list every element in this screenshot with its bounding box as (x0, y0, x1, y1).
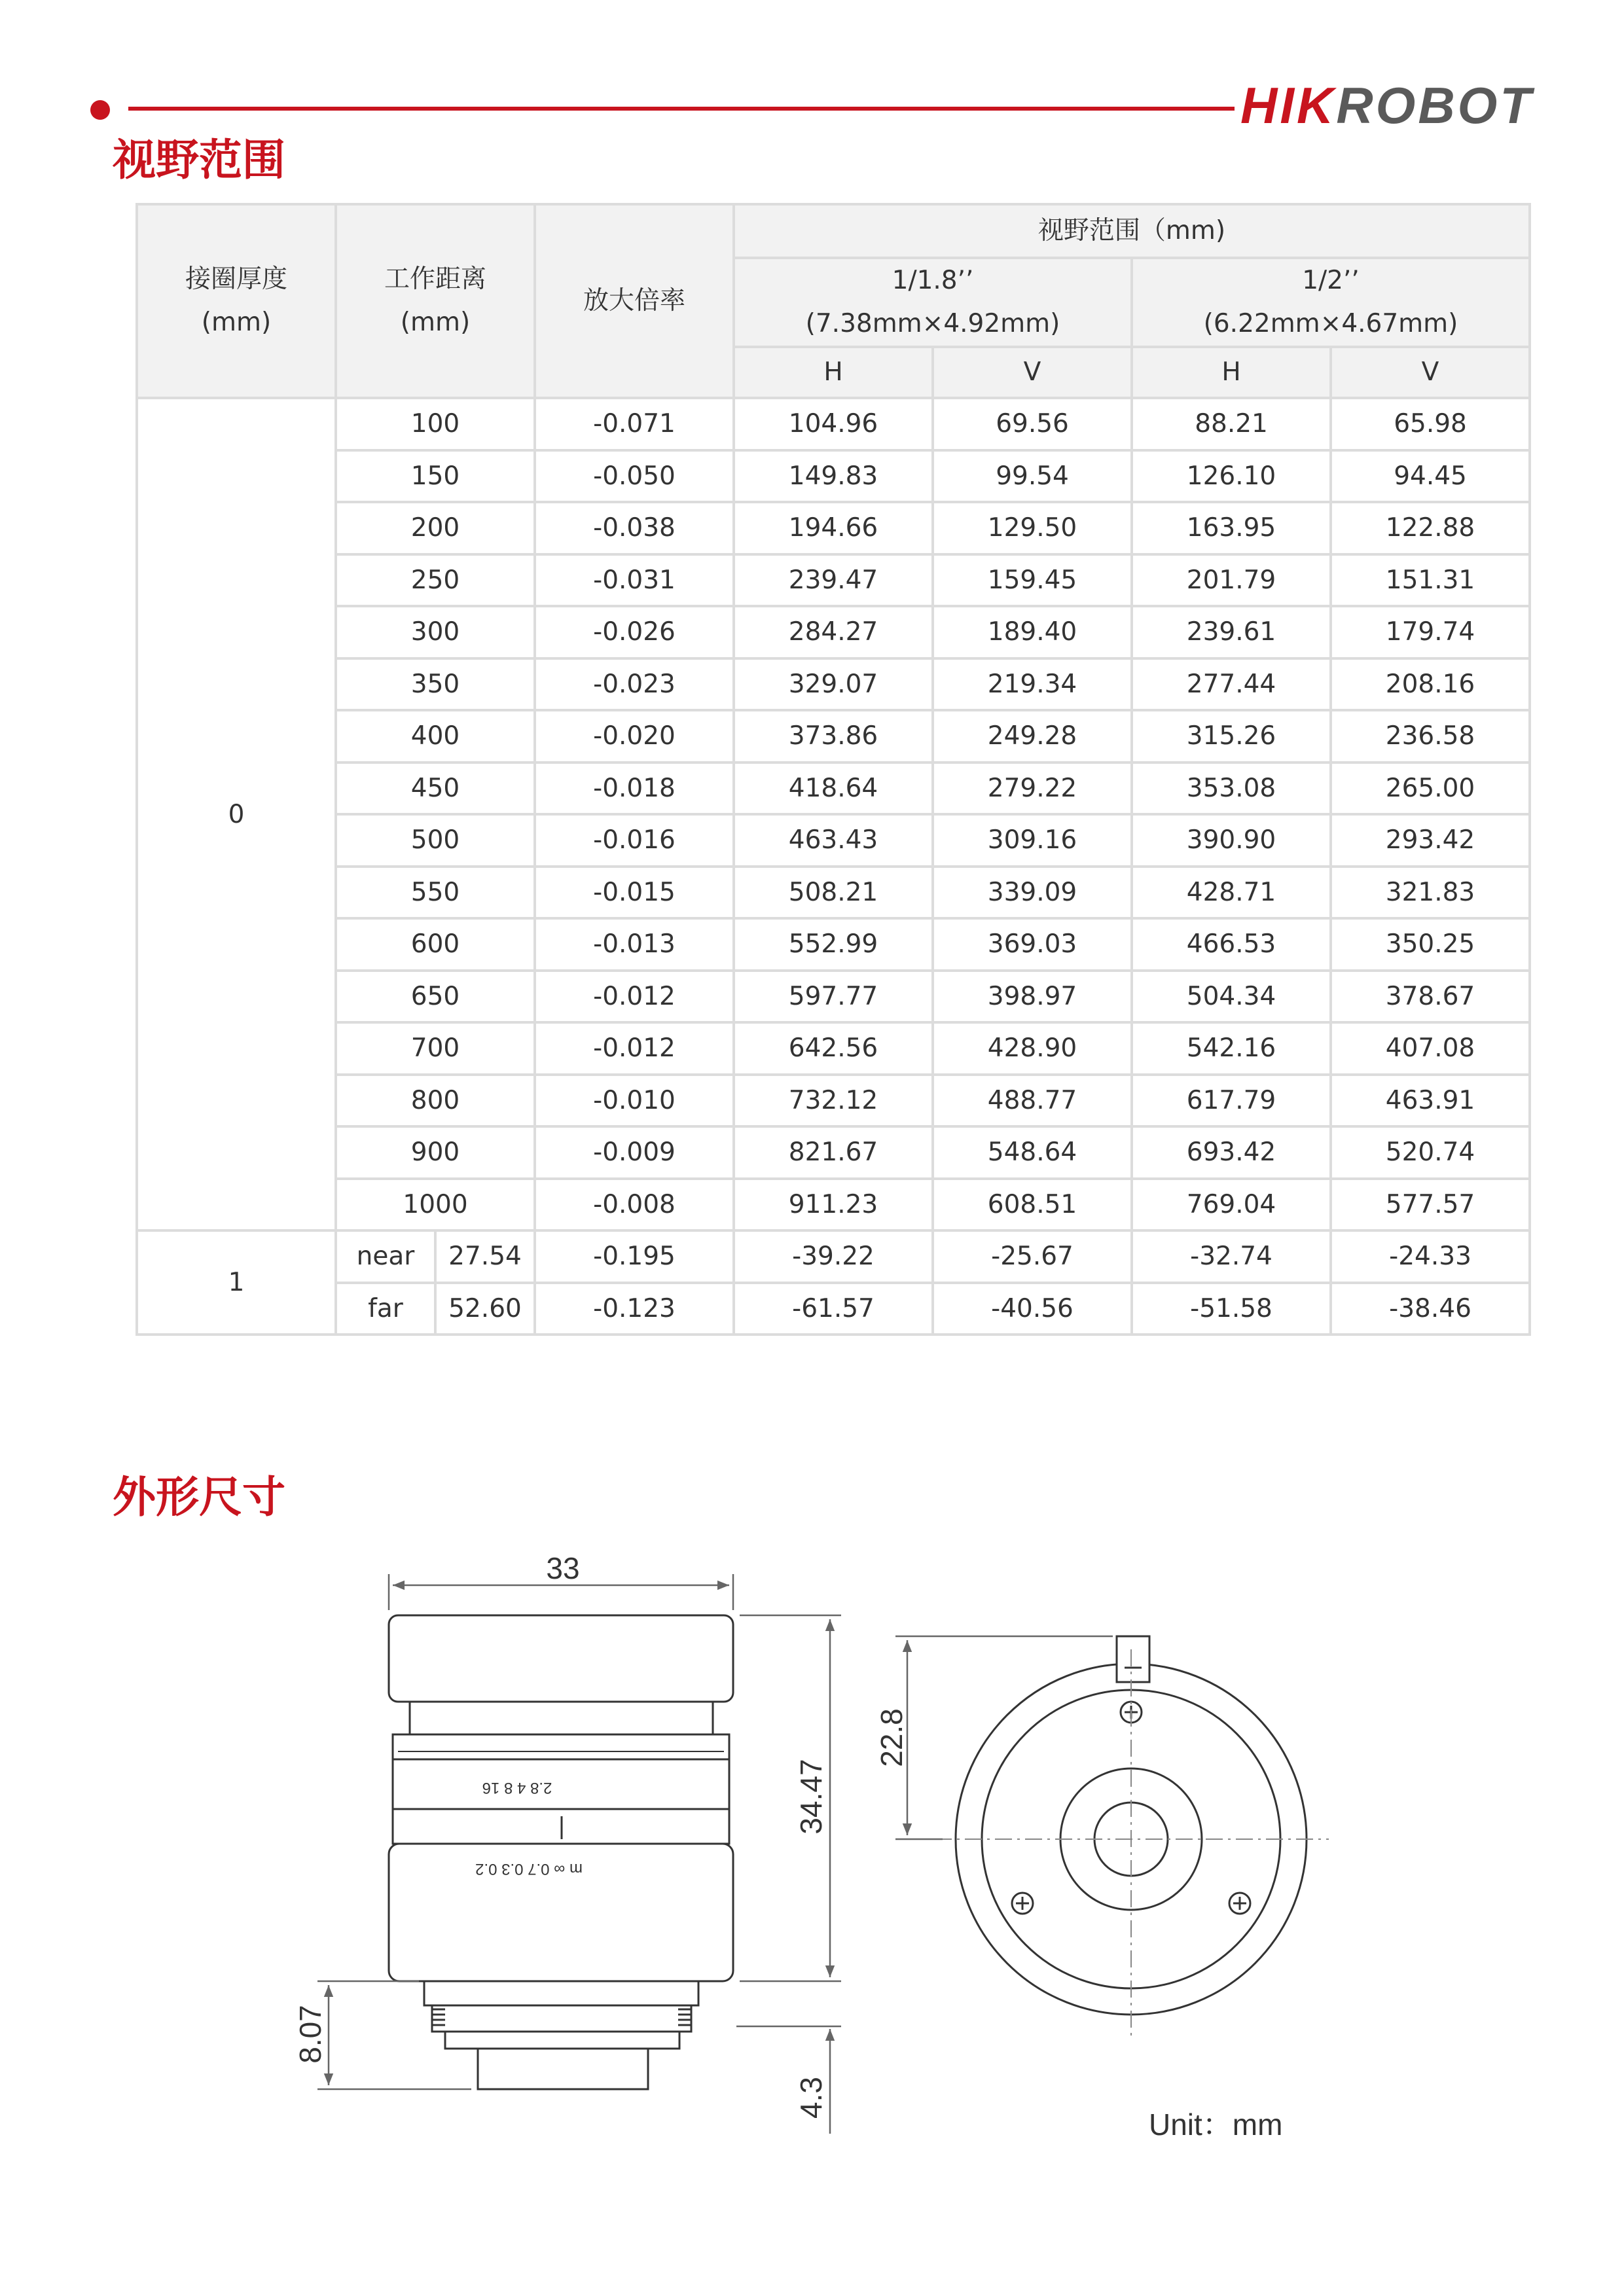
table-cell: 642.56 (734, 1022, 933, 1075)
table-cell: 488.77 (933, 1075, 1132, 1127)
sensor2-size: (6.22mm×4.67mm) (1203, 309, 1458, 338)
table-cell: 418.64 (734, 762, 933, 815)
header-fov-group: 视野范围（mm) (734, 204, 1530, 258)
table-cell: 548.64 (933, 1126, 1132, 1179)
table-cell: 65.98 (1331, 398, 1530, 450)
mount-screw (1229, 1893, 1250, 1914)
mount-screw (1012, 1893, 1033, 1914)
dim-body-height-label: 34.47 (794, 1759, 828, 1835)
locking-screw (1117, 1636, 1149, 1682)
table-cell: 150 (336, 450, 535, 503)
mount-flange (445, 2032, 679, 2049)
header-magnification: 放大倍率 (535, 204, 734, 398)
table-cell: 277.44 (1132, 658, 1331, 711)
mount-collar (424, 1981, 698, 2005)
header-h: H (1132, 347, 1331, 398)
table-cell: -39.22 (734, 1230, 933, 1283)
table-cell: -0.012 (535, 1022, 734, 1075)
aperture-ring (393, 1759, 729, 1809)
table-cell: 800 (336, 1075, 535, 1127)
table-cell: -0.038 (535, 502, 734, 554)
header-h: H (734, 347, 933, 398)
table-cell: 279.22 (933, 762, 1132, 815)
table-cell: 821.67 (734, 1126, 933, 1179)
table-cell: 700 (336, 1022, 535, 1075)
table-cell: 300 (336, 606, 535, 658)
table-cell: 608.51 (933, 1179, 1132, 1231)
table-cell: -0.023 (535, 658, 734, 711)
working-distance-unit: (mm) (400, 308, 471, 337)
dim-center-height-label: 22.8 (875, 1708, 909, 1767)
table-cell: 159.45 (933, 554, 1132, 607)
table-cell: -0.071 (535, 398, 734, 450)
table-cell: 52.60 (435, 1283, 535, 1335)
table-cell: 236.58 (1331, 710, 1530, 762)
table-cell: 315.26 (1132, 710, 1331, 762)
front-barrel (410, 1702, 713, 1734)
table-cell: 466.53 (1132, 918, 1331, 971)
table-cell: -0.008 (535, 1179, 734, 1231)
table-cell: 250 (336, 554, 535, 607)
table-cell: 321.83 (1331, 867, 1530, 919)
dim-width-label: 33 (546, 1551, 580, 1585)
sensor1-size: (7.38mm×4.92mm) (805, 309, 1060, 338)
table-cell: -0.015 (535, 867, 734, 919)
table-cell: -0.018 (535, 762, 734, 815)
ring-thickness-label: 接圈厚度 (185, 264, 287, 294)
table-cell: -0.026 (535, 606, 734, 658)
table-cell: -0.013 (535, 918, 734, 971)
ring-band-top (393, 1734, 729, 1759)
table-cell: 400 (336, 710, 535, 762)
table-cell: 201.79 (1132, 554, 1331, 607)
table-cell: 353.08 (1132, 762, 1331, 815)
table-cell: 732.12 (734, 1075, 933, 1127)
table-cell: 597.77 (734, 971, 933, 1023)
logo-hik: HIK (1240, 77, 1337, 134)
thread-section (432, 2005, 691, 2032)
table-cell: 463.91 (1331, 1075, 1530, 1127)
table-cell: 208.16 (1331, 658, 1530, 711)
table-cell: 69.56 (933, 398, 1132, 450)
table-cell: 911.23 (734, 1179, 933, 1231)
table-cell: 600 (336, 918, 535, 971)
table-cell: 329.07 (734, 658, 933, 711)
table-cell: 1000 (336, 1179, 535, 1231)
rear-tube (478, 2049, 648, 2089)
ring-thickness-cell: 0 (137, 398, 336, 1230)
table-cell: -0.009 (535, 1126, 734, 1179)
table-cell: 126.10 (1132, 450, 1331, 503)
table-cell: -0.016 (535, 814, 734, 867)
table-cell: 390.90 (1132, 814, 1331, 867)
table-cell: 100 (336, 398, 535, 450)
table-cell: 407.08 (1331, 1022, 1530, 1075)
front-cap (389, 1615, 733, 1702)
dimensions-section-title: 外形尺寸 (113, 1472, 285, 1522)
table-cell: 284.27 (734, 606, 933, 658)
table-cell: 550 (336, 867, 535, 919)
table-cell: 265.00 (1331, 762, 1530, 815)
table-cell: 189.40 (933, 606, 1132, 658)
table-cell: 151.31 (1331, 554, 1530, 607)
table-cell: 94.45 (1331, 450, 1530, 503)
table-cell: -61.57 (734, 1283, 933, 1335)
table-cell: 99.54 (933, 450, 1132, 503)
table-cell: 373.86 (734, 710, 933, 762)
table-cell: -24.33 (1331, 1230, 1530, 1283)
table-cell: 350.25 (1331, 918, 1530, 971)
table-cell: 104.96 (734, 398, 933, 450)
table-cell: 249.28 (933, 710, 1132, 762)
lens-side-view (389, 1615, 733, 2089)
table-cell: far (336, 1283, 435, 1335)
table-cell: 900 (336, 1126, 535, 1179)
header-v: V (933, 347, 1132, 398)
aperture-scale: 2.8 4 8 16 (482, 1779, 552, 1797)
table-cell: -0.012 (535, 971, 734, 1023)
table-cell: 650 (336, 971, 535, 1023)
table-cell: 542.16 (1132, 1022, 1331, 1075)
table-cell: 520.74 (1331, 1126, 1530, 1179)
table-cell: 239.61 (1132, 606, 1331, 658)
unit-label: Unit：mm (1149, 2108, 1283, 2142)
table-cell: 179.74 (1331, 606, 1530, 658)
table-cell: 398.97 (933, 971, 1132, 1023)
table-cell: 194.66 (734, 502, 933, 554)
table-cell: 617.79 (1132, 1075, 1331, 1127)
table-cell: 378.67 (1331, 971, 1530, 1023)
focus-scale: m ∞ 0.7 0.3 0.2 (475, 1860, 583, 1878)
working-distance-label: 工作距离 (384, 264, 487, 294)
ring-thickness-cell: 1 (137, 1230, 336, 1335)
table-cell: 369.03 (933, 918, 1132, 971)
header-v: V (1331, 347, 1530, 398)
dim-flange-label: 4.3 (794, 2077, 828, 2119)
table-cell: 428.71 (1132, 867, 1331, 919)
table-cell: 463.43 (734, 814, 933, 867)
table-cell: 428.90 (933, 1022, 1132, 1075)
table-cell: 149.83 (734, 450, 933, 503)
table-cell: -0.123 (535, 1283, 734, 1335)
table-cell: 219.34 (933, 658, 1132, 711)
table-cell: -38.46 (1331, 1283, 1530, 1335)
logo-robot: ROBOT (1336, 77, 1534, 134)
dim-mount-height-label: 8.07 (293, 2005, 327, 2064)
table-cell: 577.57 (1331, 1179, 1530, 1231)
table-cell: 88.21 (1132, 398, 1331, 450)
table-cell: -0.020 (535, 710, 734, 762)
table-cell: -51.58 (1132, 1283, 1331, 1335)
ring-thickness-unit: (mm) (201, 308, 272, 337)
table-cell: 450 (336, 762, 535, 815)
table-cell: near (336, 1230, 435, 1283)
table-cell: -40.56 (933, 1283, 1132, 1335)
table-cell: 693.42 (1132, 1126, 1331, 1179)
table-cell: 163.95 (1132, 502, 1331, 554)
table-cell: 504.34 (1132, 971, 1331, 1023)
table-cell: 122.88 (1331, 502, 1530, 554)
table-cell: -0.195 (535, 1230, 734, 1283)
table-cell: 309.16 (933, 814, 1132, 867)
table-cell: 239.47 (734, 554, 933, 607)
table-cell: -32.74 (1132, 1230, 1331, 1283)
table-cell: 350 (336, 658, 535, 711)
table-cell: 500 (336, 814, 535, 867)
table-cell: 552.99 (734, 918, 933, 971)
table-cell: 27.54 (435, 1230, 535, 1283)
table-cell: 769.04 (1132, 1179, 1331, 1231)
sensor1-format: 1/1.8’’ (892, 266, 974, 295)
table-cell: 293.42 (1331, 814, 1530, 867)
table-cell: -25.67 (933, 1230, 1132, 1283)
table-cell: -0.050 (535, 450, 734, 503)
table-cell: 508.21 (734, 867, 933, 919)
table-cell: 200 (336, 502, 535, 554)
fov-section-title: 视野范围 (113, 135, 285, 185)
table-cell: 129.50 (933, 502, 1132, 554)
table-cell: -0.031 (535, 554, 734, 607)
table-cell: -0.010 (535, 1075, 734, 1127)
sensor2-format: 1/2’’ (1302, 266, 1360, 295)
table-cell: 339.09 (933, 867, 1132, 919)
